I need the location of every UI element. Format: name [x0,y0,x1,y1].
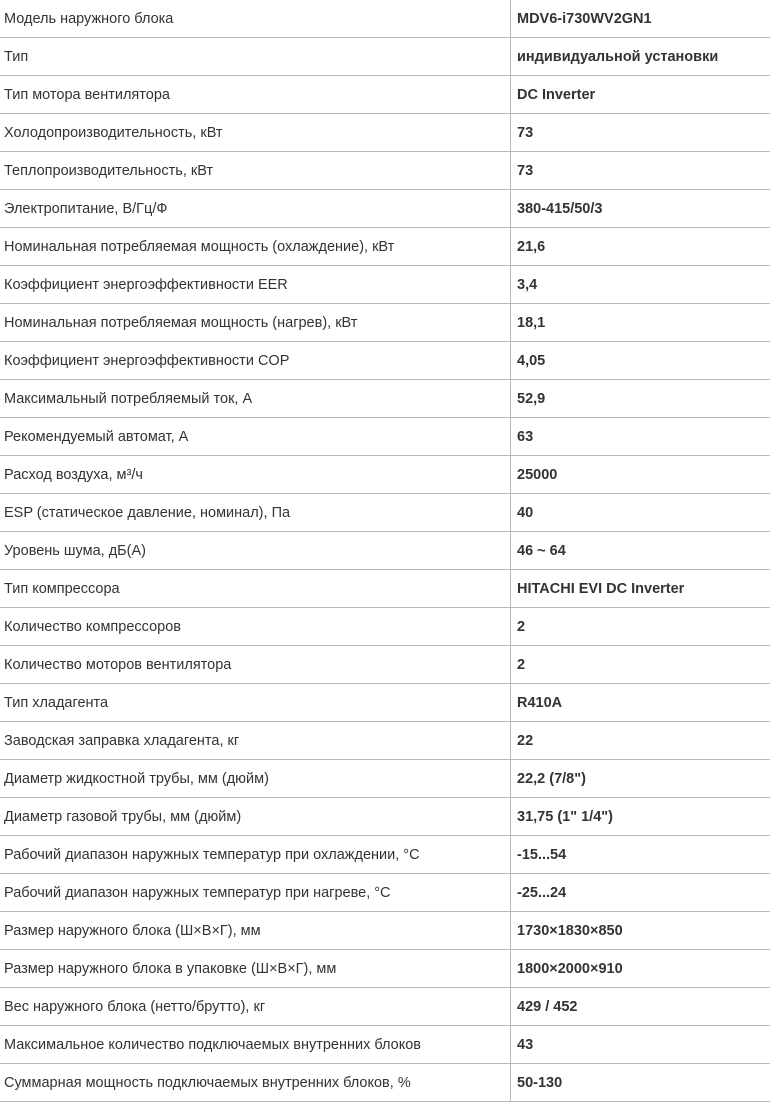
spec-value: 40 [511,494,770,532]
spec-row [0,114,770,152]
spec-label: Суммарная мощность подключаемых внутренних блоков, % [0,1064,511,1102]
spec-label: Холодопроизводительность, кВт [0,114,511,152]
spec-row [0,950,770,988]
spec-label: Расход воздуха, м³/ч [0,456,511,494]
spec-value: 429 / 452 [511,988,770,1026]
spec-row [0,570,770,608]
spec-row [0,152,770,190]
spec-value: 31,75 (1" 1/4") [511,798,770,836]
spec-row [0,798,770,836]
spec-row [0,608,770,646]
spec-label: ESP (статическое давление, номинал), Па [0,494,511,532]
spec-value: 1800×2000×910 [511,950,770,988]
spec-label: Диаметр жидкостной трубы, мм (дюйм) [0,760,511,798]
spec-value: 25000 [511,456,770,494]
spec-label: Количество компрессоров [0,608,511,646]
spec-value: 43 [511,1026,770,1064]
spec-label: Номинальная потребляемая мощность (нагрев), кВт [0,304,511,342]
spec-value: 22 [511,722,770,760]
spec-value: MDV6-i730WV2GN1 [511,0,770,38]
spec-value: 380-415/50/3 [511,190,770,228]
spec-row [0,456,770,494]
spec-row [0,646,770,684]
spec-row [0,988,770,1026]
spec-label: Модель наружного блока [0,0,511,38]
spec-value: R410A [511,684,770,722]
spec-label: Электропитание, В/Гц/Ф [0,190,511,228]
spec-label: Тип мотора вентилятора [0,76,511,114]
spec-row [0,0,770,38]
spec-label: Тип хладагента [0,684,511,722]
spec-row [0,190,770,228]
spec-value: 1730×1830×850 [511,912,770,950]
spec-value: 2 [511,646,770,684]
spec-row [0,342,770,380]
spec-label: Теплопроизводительность, кВт [0,152,511,190]
spec-label: Заводская заправка хладагента, кг [0,722,511,760]
spec-label: Рабочий диапазон наружных температур при охлаждении, °С [0,836,511,874]
spec-label: Размер наружного блока в упаковке (Ш×В×Г), мм [0,950,511,988]
spec-value: 52,9 [511,380,770,418]
spec-row [0,912,770,950]
spec-label: Максимальное количество подключаемых внутренних блоков [0,1026,511,1064]
spec-value: 3,4 [511,266,770,304]
spec-value: HITACHI EVI DC Inverter [511,570,770,608]
spec-row [0,494,770,532]
spec-label: Количество моторов вентилятора [0,646,511,684]
spec-value: 21,6 [511,228,770,266]
spec-value: 50-130 [511,1064,770,1102]
spec-label: Максимальный потребляемый ток, А [0,380,511,418]
spec-row [0,760,770,798]
spec-row [0,266,770,304]
spec-row [0,1026,770,1064]
spec-row [0,228,770,266]
spec-row [0,418,770,456]
spec-value: 22,2 (7/8") [511,760,770,798]
spec-label: Рабочий диапазон наружных температур при нагреве, °С [0,874,511,912]
spec-label: Вес наружного блока (нетто/брутто), кг [0,988,511,1026]
spec-value: 18,1 [511,304,770,342]
spec-label: Диаметр газовой трубы, мм (дюйм) [0,798,511,836]
spec-row [0,532,770,570]
spec-value: -15...54 [511,836,770,874]
spec-row [0,38,770,76]
spec-row [0,836,770,874]
spec-value: 63 [511,418,770,456]
spec-value: -25...24 [511,874,770,912]
spec-row [0,304,770,342]
spec-label: Тип [0,38,511,76]
spec-value: 4,05 [511,342,770,380]
spec-value: 73 [511,114,770,152]
spec-label: Номинальная потребляемая мощность (охлаждение), кВт [0,228,511,266]
spec-row [0,874,770,912]
spec-label: Рекомендуемый автомат, А [0,418,511,456]
spec-row [0,76,770,114]
spec-row [0,684,770,722]
spec-value: 46 ~ 64 [511,532,770,570]
spec-row [0,380,770,418]
spec-label: Коэффициент энергоэффективности EER [0,266,511,304]
spec-label: Тип компрессора [0,570,511,608]
spec-value: 73 [511,152,770,190]
spec-value: индивидуальной установки [511,38,770,76]
spec-label: Размер наружного блока (Ш×В×Г), мм [0,912,511,950]
spec-row [0,722,770,760]
spec-row [0,1064,770,1102]
spec-value: 2 [511,608,770,646]
spec-label: Коэффициент энергоэффективности COP [0,342,511,380]
spec-label: Уровень шума, дБ(А) [0,532,511,570]
spec-value: DC Inverter [511,76,770,114]
